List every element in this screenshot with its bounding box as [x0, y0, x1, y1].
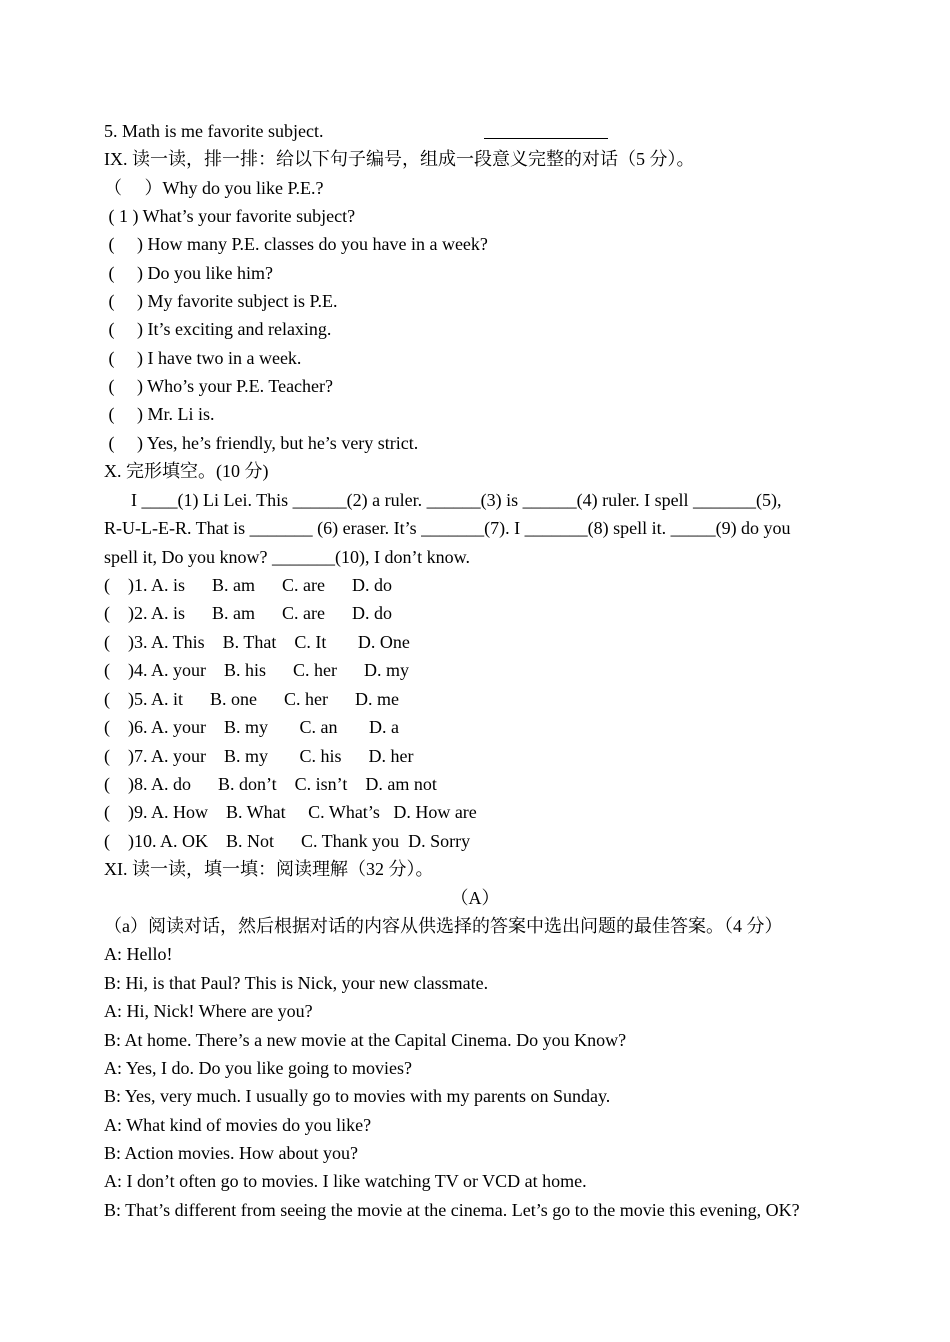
ordering-item: ( ) It’s exciting and relaxing. — [104, 319, 332, 339]
section-ix-heading: IX. 读一读，排一排：给以下句子编号，组成一段意义完整的对话（5 分）。 — [104, 149, 695, 169]
question-5: 5. Math is me favorite subject. — [104, 121, 324, 141]
cloze-option: ( )1. A. is B. am C. are D. do — [104, 575, 392, 595]
answer-blank — [484, 138, 608, 139]
dialogue-line: B: Yes, very much. I usually go to movies with my parents on Sunday. — [104, 1086, 611, 1106]
cloze-option: ( )8. A. do B. don’t C. isn’t D. am not — [104, 774, 437, 794]
ordering-item: ( ) Who’s your P.E. Teacher? — [104, 376, 334, 396]
cloze-option: ( )2. A. is B. am C. are D. do — [104, 603, 392, 623]
ordering-item: ( ) Mr. Li is. — [104, 404, 215, 424]
dialogue-line: A: I don’t often go to movies. I like watching TV or VCD at home. — [104, 1171, 587, 1191]
part-a-instruction: （a）阅读对话，然后根据对话的内容从供选择的答案中选出问题的最佳答案。（4 分） — [104, 916, 783, 936]
ordering-item: ( ) I have two in a week. — [104, 348, 302, 368]
section-xi-heading: XI. 读一读，填一填：阅读理解（32 分）。 — [104, 859, 434, 879]
cloze-option: ( )6. A. your B. my C. an D. a — [104, 717, 399, 737]
dialogue-line: B: At home. There’s a new movie at the Capital Cinema. Do you Know? — [104, 1030, 627, 1050]
ordering-item: ( ) Do you like him? — [104, 263, 273, 283]
cloze-passage-line: spell it, Do you know? _______(10), I don’t know. — [104, 547, 470, 567]
cloze-option: ( )10. A. OK B. Not C. Thank you D. Sorry — [104, 831, 471, 851]
dialogue-line: B: Hi, is that Paul? This is Nick, your new classmate. — [104, 973, 489, 993]
ordering-item: ( ) My favorite subject is P.E. — [104, 291, 338, 311]
cloze-option: ( )3. A. This B. That C. It D. One — [104, 632, 410, 652]
part-a-label: （A） — [450, 888, 500, 908]
dialogue-line: A: Yes, I do. Do you like going to movies? — [104, 1058, 412, 1078]
cloze-passage-line: I ____(1) Li Lei. This ______(2) a ruler. ______(3) is ______(4) ruler. I spell _______(5), — [104, 490, 782, 510]
section-x-heading: X. 完形填空。(10 分) — [104, 461, 269, 481]
ordering-item: ( 1 ) What’s your favorite subject? — [104, 206, 356, 226]
cloze-option: ( )9. A. How B. What C. What’s D. How are — [104, 802, 477, 822]
dialogue-line: B: That’s different from seeing the movie at the cinema. Let’s go to the movie this evening, OK? — [104, 1200, 800, 1220]
ordering-item: ( ) How many P.E. classes do you have in a week? — [104, 234, 488, 254]
ordering-item: （ ）Why do you like P.E.? — [104, 178, 324, 198]
dialogue-line: B: Action movies. How about you? — [104, 1143, 358, 1163]
dialogue-line: A: Hello! — [104, 944, 173, 964]
cloze-passage-line: R-U-L-E-R. That is _______ (6) eraser. It’s _______(7). I _______(8) spell it. _____(9) do you — [104, 518, 791, 538]
cloze-option: ( )5. A. it B. one C. her D. me — [104, 689, 399, 709]
dialogue-line: A: What kind of movies do you like? — [104, 1115, 372, 1135]
cloze-option: ( )4. A. your B. his C. her D. my — [104, 660, 409, 680]
cloze-option: ( )7. A. your B. my C. his D. her — [104, 746, 414, 766]
dialogue-line: A: Hi, Nick! Where are you? — [104, 1001, 313, 1021]
ordering-item: ( ) Yes, he’s friendly, but he’s very strict. — [104, 433, 419, 453]
